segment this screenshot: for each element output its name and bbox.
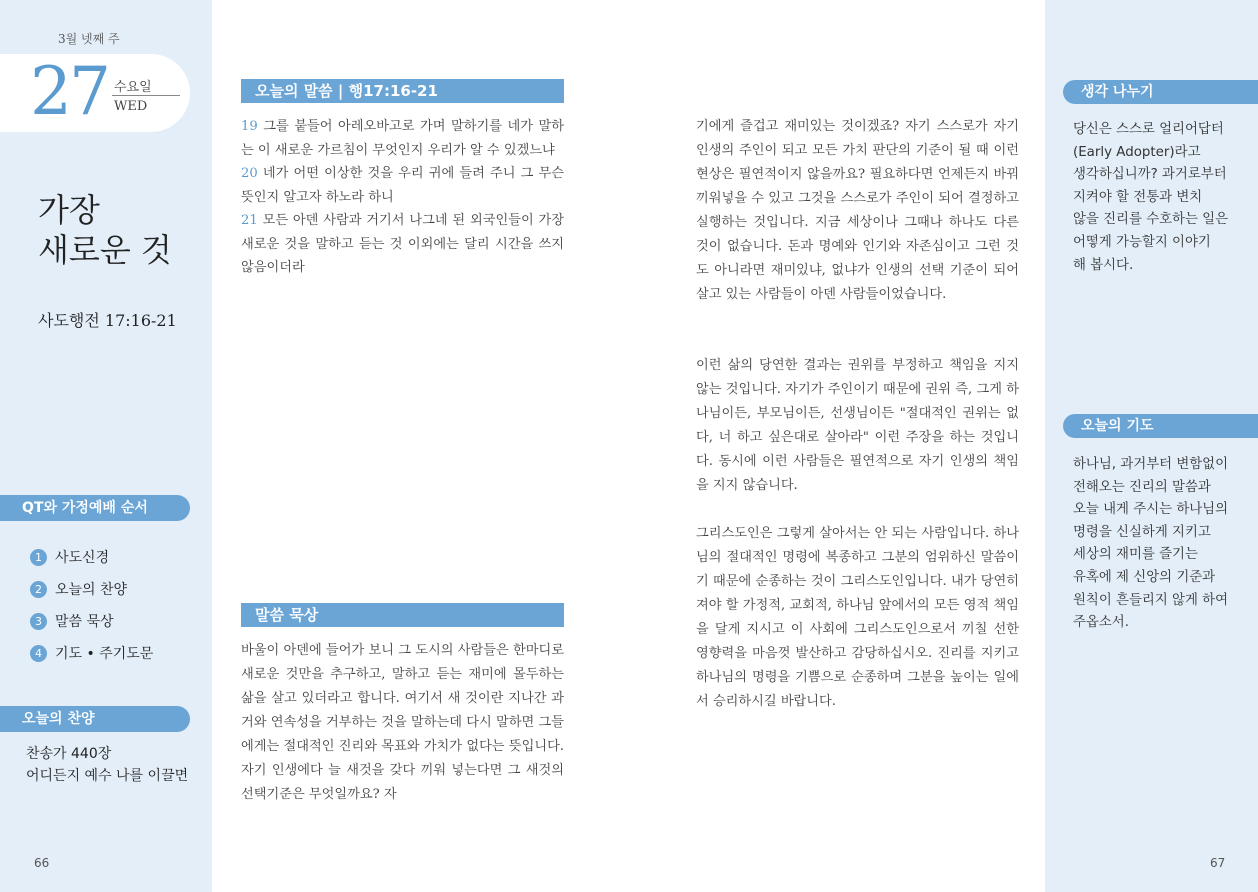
share-line: (Early Adopter)라고	[1073, 144, 1201, 160]
title-line-2: 새로운 것	[38, 231, 172, 269]
verse-text: 네가 어떤 이상한 것을 우리 귀에 들려 주니 그 무슨 뜻인지 알고자 하노라 하니	[241, 166, 564, 205]
share-line: 어떻게 가능할지 이야기	[1073, 234, 1211, 250]
verse-text: 모든 아덴 사람과 거기서 나그네 된 외국인들이 가장 새로운 것을 말하고 듣는 것 이외에는 달리 시간을 쓰지 않음이더라	[241, 213, 564, 275]
order-number-badge: 2	[30, 581, 47, 598]
order-item	[30, 605, 153, 637]
scripture-reference: 사도행전 17:16-21	[38, 311, 177, 330]
week-label: 3월 넷째 주	[58, 32, 120, 46]
prayer-line: 하나님, 과거부터 변함없이	[1073, 457, 1229, 472]
verse	[241, 209, 564, 280]
verse-number: 21	[241, 213, 258, 228]
day-number: 27	[30, 53, 108, 130]
order-item-label: 말씀 묵상	[55, 614, 114, 630]
hymn-header: 오늘의 찬양	[0, 706, 190, 732]
meditation-paragraph-2: 이런 삶의 당연한 결과는 권위를 부정하고 책임을 지지 않는 것입니다. 자기가 주인이기 때문에 권위 즉, 그게 하나님이든, 부모님이든, 선생님이든 "절대적인 권위는 없다, 너 하고 싶은대로 살아라" 이런 주장을 하는 것입니다. 동시에 이런 사람들은 필연적으로 자기 인생의 책임을 지지 않습니다.	[696, 358, 1019, 493]
hymn-title: 어디든지 예수 나를 이끌면	[26, 768, 189, 784]
meditation-paragraph-3: 그리스도인은 그렇게 살아서는 안 되는 사람입니다. 하나님의 절대적인 명령에 복종하고 그분의 엄위하신 말씀이기 때문에 순종하는 것이 그리스도인입니다. 내가 당연히 져야 할 가정적, 교회적, 하나님 앞에서의 모든 영적 책임을 달게 지시고 이 사회에 그리스도인으로서 끼칠 선한 영향력을 마음껏 발산하고 감당하십시오. 진리를 지키고 하나님의 명령을 기쁨으로 순종하며 그분을 높이는 일에서 승리하시길 바랍니다.	[696, 526, 1019, 709]
prayer-line: 세상의 재미를 즐기는	[1073, 547, 1198, 563]
verse	[241, 115, 564, 162]
order-header: QT와 가정예배 순서	[0, 495, 190, 521]
share-line: 해 봅시다.	[1073, 257, 1134, 273]
title-line-1: 가장	[38, 191, 100, 229]
order-item-label: 기도 • 주기도문	[55, 646, 154, 662]
prayer-line: 주옵소서.	[1073, 615, 1129, 631]
verse	[241, 162, 564, 209]
share-header: 생각 나누기	[1063, 80, 1258, 104]
prayer-line: 유혹에 제 신앙의 기준과	[1073, 569, 1216, 585]
hymn-info	[26, 743, 188, 787]
order-item	[30, 541, 153, 573]
order-item	[30, 573, 153, 605]
weekday-korean: 수요일	[114, 80, 152, 95]
prayer-text	[1073, 454, 1233, 635]
weekday-english: WED	[114, 99, 148, 114]
order-item-label: 오늘의 찬양	[55, 582, 128, 598]
prayer-line: 원칙이 흔들리지 않게 하여	[1073, 592, 1229, 608]
scripture-text	[241, 115, 564, 280]
prayer-line: 전해오는 진리의 말씀과	[1073, 479, 1211, 495]
prayer-line: 명령을 신실하게 지키고	[1073, 524, 1211, 540]
hymn-number: 찬송가 440장	[26, 746, 112, 762]
order-list	[30, 541, 153, 669]
meditation-paragraph-1: 바울이 아덴에 들어가 보니 그 도시의 사람들은 한마디로 새로운 것만을 추구하고, 말하고 듣는 재미에 몰두하는 삶을 살고 있더라고 합니다. 여기서 새 것이란 지나간 과거와 연속성을 거부하는 것을 말하는데 다시 말하면 그들에게는 절대적인 진리와 목표와 가치가 없다는 뜻입니다. 자기 인생에다 늘 새것을 갖다 끼워 넣는다면 그 새것의 선택기준은 무엇일까요? 자	[241, 643, 564, 802]
prayer-header: 오늘의 기도	[1063, 414, 1258, 438]
order-item	[30, 637, 153, 669]
date-divider	[112, 95, 180, 96]
verse-number: 20	[241, 166, 258, 181]
share-text	[1073, 119, 1233, 277]
page-number-right: 67	[1210, 856, 1226, 870]
share-line: 당신은 스스로 얼리어답터	[1073, 122, 1224, 137]
meditation-header: 말씀 묵상	[241, 603, 564, 627]
order-number-badge: 3	[30, 613, 47, 630]
page-number-left: 66	[34, 856, 50, 870]
share-line: 지켜야 할 전통과 변치	[1073, 189, 1203, 205]
order-number-badge: 4	[30, 645, 47, 662]
page-title	[38, 190, 172, 270]
order-item-label: 사도신경	[55, 550, 110, 566]
verse-number: 19	[241, 119, 258, 134]
share-line: 생각하십니까? 과거로부터	[1073, 167, 1227, 183]
scripture-header: 오늘의 말씀 | 행17:16-21	[241, 79, 564, 103]
order-number-badge: 1	[30, 549, 47, 566]
share-line: 않을 진리를 수호하는 일은	[1073, 212, 1229, 228]
meditation-paragraph-1-continued: 기에게 즐겁고 재미있는 것이겠죠? 자기 스스로가 자기 인생의 주인이 되고 모든 가치 판단의 기준이 될 때 이런 현상은 필연적이지 않을까요? 필요하다면 언제든지 바꿔 끼워넣을 수 있고 그것을 스스로가 주인이 되어 결정하고 실행하는 것입니다. 지금 세상이나 그때나 하나도 다른 것이 없습니다. 돈과 명예와 인기와 자존심이고 그런 것도 아니라면 재미있냐, 없냐가 인생의 선택 기준이 되어 살고 있는 사람들이 아덴 사람들이었습니다.	[696, 119, 1019, 302]
verse-text: 그를 붙들어 아레오바고로 가며 말하기를 네가 말하는 이 새로운 가르침이 무엇인지 우리가 알 수 있겠느냐	[241, 119, 564, 158]
prayer-line: 오늘 내게 주시는 하나님의	[1073, 502, 1229, 518]
